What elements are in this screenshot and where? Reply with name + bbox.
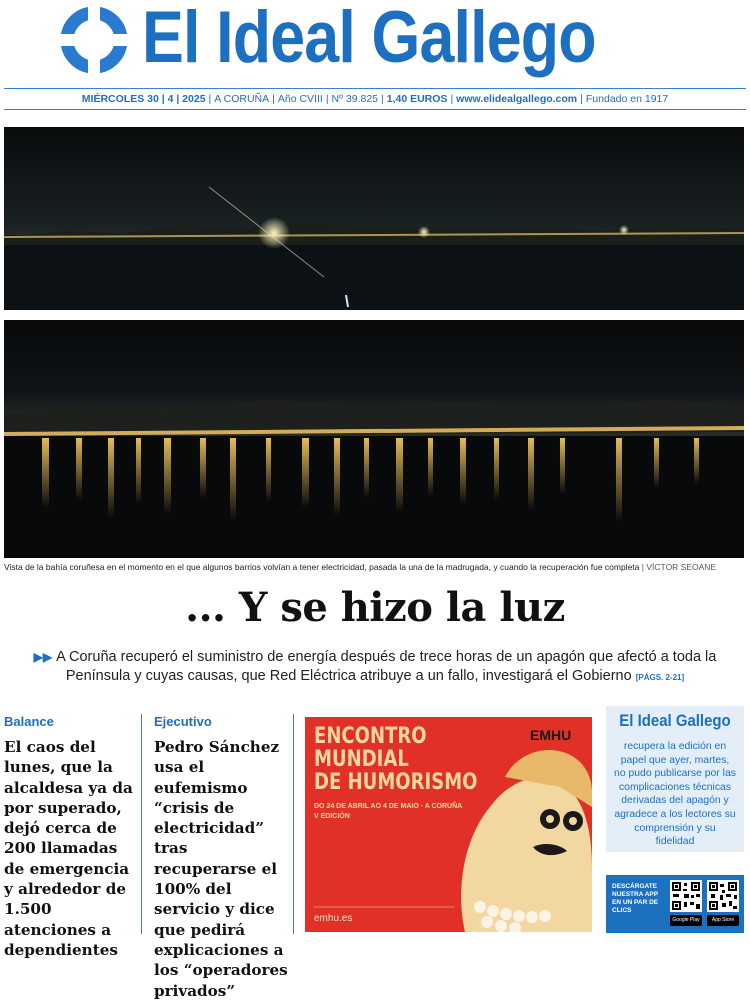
notice-title: El Ideal Gallego — [619, 711, 731, 730]
issue-city: A CORUÑA — [214, 93, 270, 105]
app-store-badge[interactable]: App Store — [707, 915, 739, 926]
column-divider — [293, 714, 294, 934]
issue-number: Nº 39.825 — [331, 93, 378, 105]
main-headline: ... Y se hizo la luz — [185, 584, 565, 631]
masthead-info-line: MIÉRCOLES 30 | 4 | 2025 | A CORUÑA | Año CVIII | Nº 39.825 | 1,40 EUROS | www.elidealgallego.com | Fundado en 1917 — [4, 88, 746, 110]
ad-brand-logo: EMHU — [530, 727, 572, 743]
column-label-ejecutivo: Ejecutivo — [154, 714, 212, 729]
bay-night-photo — [4, 320, 744, 558]
ad-dates: DO 24 DE ABRIL AO 4 DE MAIO · A CORUÑA — [314, 803, 463, 810]
column-text-balance[interactable]: El caos del lunes, que la alcaldesa ya da por superado, dejó cerca de 200 llamadas de emergencia y alrededor de 1.500 atenciones a dependientes — [4, 738, 133, 959]
ad-title-line: DE HUMORISMO — [314, 770, 478, 795]
founded-note: Fundado en 1917 — [585, 93, 669, 105]
subhead-text: A Coruña recuperó el suministro de energía después de trece horas de un apagón que afectó a toda la Península y cuyas causas, que Red Eléctrica atribuye a un fallo, investigará el Gobierno — [56, 649, 717, 684]
qr-code-icon — [670, 880, 702, 912]
column-text-ejecutivo[interactable]: Pedro Sánchez usa el eufemismo “crisis de electricidad” tras recuperarse el 100% del servicio y dice que pedirá explicaciones a los “operadores privados” — [154, 738, 288, 1000]
google-play-badge[interactable]: Google Play — [670, 915, 702, 926]
ad-title-line: MUNDIAL — [314, 747, 409, 772]
ad-title-line: ENCONTRO — [314, 724, 427, 749]
page-reference: PÁGS. 2-21 — [638, 673, 682, 682]
website-link[interactable]: www.elidealgallego.com — [456, 93, 578, 105]
photo-credit: VÍCTOR SEOANE — [646, 562, 717, 572]
reader-notice-box — [606, 706, 744, 852]
issue-price: 1,40 EUROS — [386, 93, 448, 105]
app-download-box[interactable] — [606, 875, 744, 933]
app-download-text: DESCÁRGATE NUESTRA APP EN UN PAR DE CLICS — [612, 883, 659, 914]
lead-subhead: ▶▶ A Coruña recuperó el suministro de energía después de trece horas de un apagón que afectó a toda la Península y cuyas causas, que Red Eléctrica atribuye a un fallo, investigará el Gobierno [PÁGS. 2-21] — [33, 649, 717, 684]
qr-code-icon — [707, 880, 739, 912]
masthead-title: El Ideal Gallego — [142, 0, 596, 78]
ad-title — [314, 725, 478, 794]
night-skyline-photo — [4, 127, 744, 310]
logo-icon — [58, 4, 130, 76]
caption-text: Vista de la bahía coruñesa en el momento en el que algunos barrios volvían a tener electricidad, pasada la una de la madrugada, y cuando la recuperación fue completa — [4, 562, 640, 572]
notice-text: recupera la edición en papel que ayer, martes, no pudo publicarse por las complicaciones técnicas derivadas del apagón y agradece a los lectores su comprensión y su fidelidad — [614, 741, 736, 848]
ad-url[interactable]: emhu.es — [314, 913, 353, 924]
issue-date: MIÉRCOLES 30 | 4 | 2025 — [81, 93, 206, 105]
column-label-balance: Balance — [4, 714, 54, 729]
issue-year: Año CVIII — [277, 93, 323, 105]
double-triangle-icon: ▶▶ — [33, 650, 53, 664]
ad-edition: V EDICIÓN — [314, 813, 350, 820]
humor-festival-ad[interactable] — [305, 717, 592, 932]
photo-caption: Vista de la bahía coruñesa en el momento en el que algunos barrios volvían a tener electricidad, pasada la una de la madrugada, y cuando la recuperación fue completa | VÍCTOR SEOANE — [4, 562, 717, 572]
column-divider — [141, 714, 142, 934]
